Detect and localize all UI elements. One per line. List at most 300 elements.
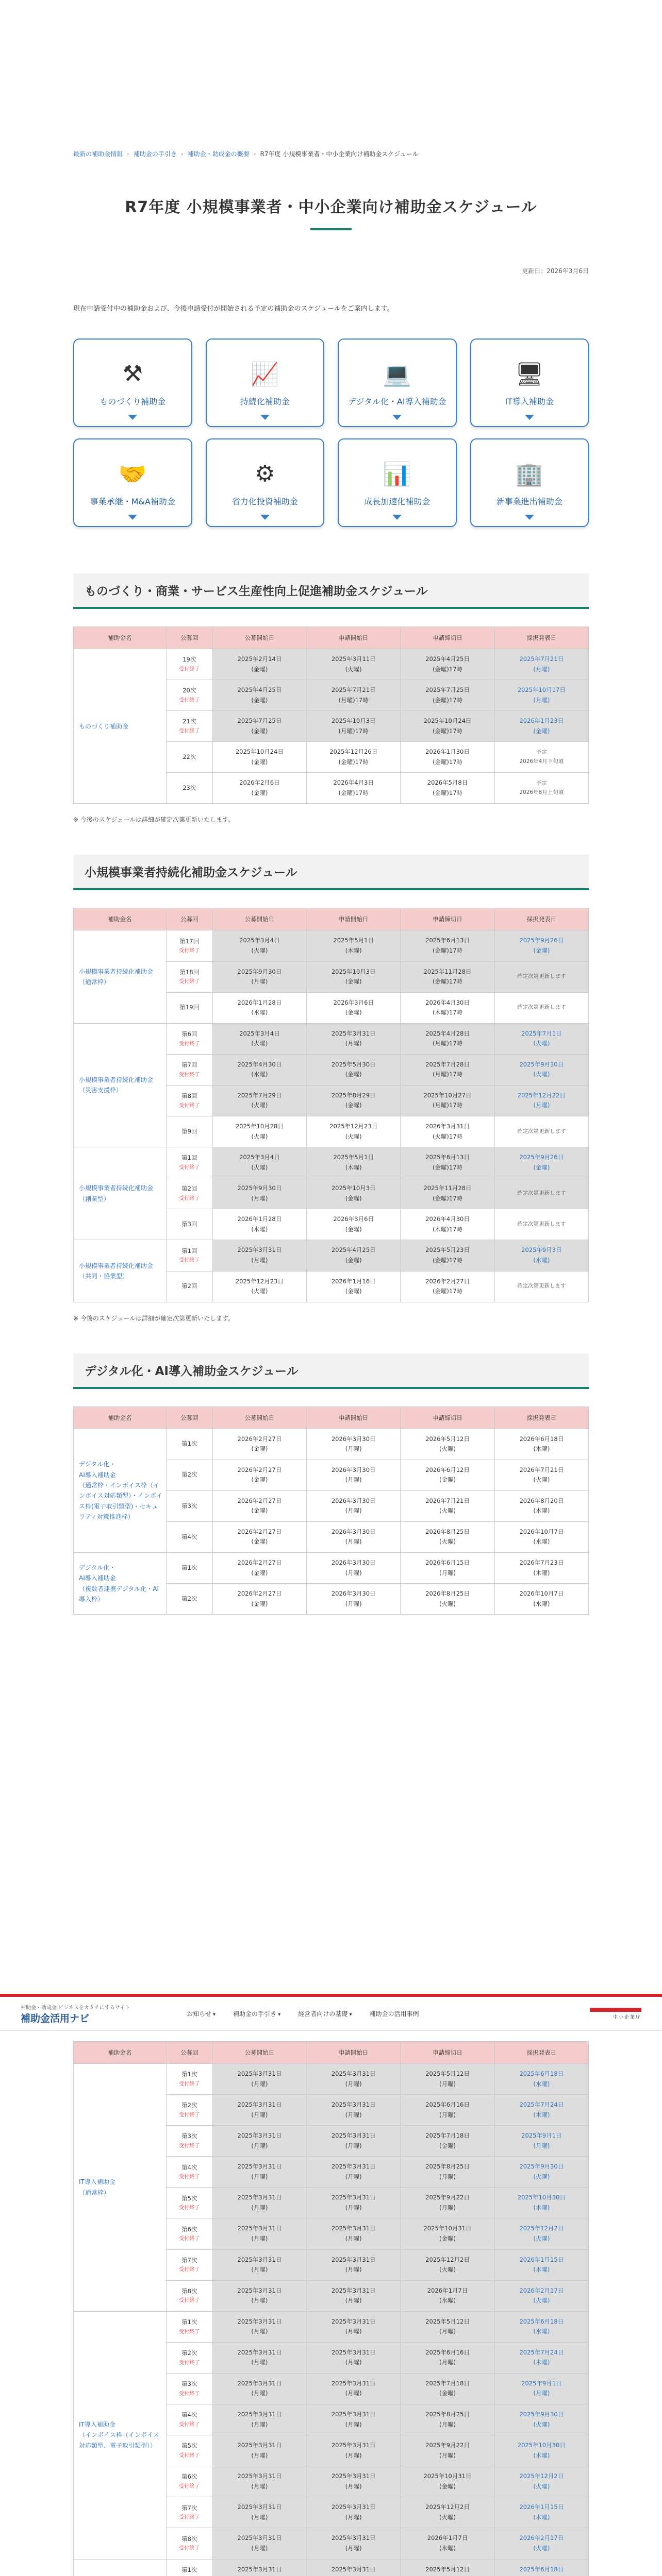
table-cell: 2025年3月31日 bbox=[307, 2559, 401, 2576]
table-cell: 2025年3月31日 (月曜) bbox=[212, 2064, 306, 2095]
round-label: 第1次 bbox=[181, 1564, 197, 1571]
table-cell: 2025年9月30日 (火曜) bbox=[494, 2157, 588, 2188]
table-cell: 2026年2月27日 (金曜) bbox=[212, 1460, 306, 1490]
closed-badge: 受付終了 bbox=[179, 1258, 200, 1264]
table-cell: 2025年4月30日 (水曜) bbox=[212, 1054, 306, 1085]
subsidy-card-label: IT導入補助金 bbox=[505, 396, 554, 406]
table-cell: 2026年10月7日 (水曜) bbox=[494, 1584, 588, 1615]
table-cell: 2025年9月30日 (月曜) bbox=[212, 961, 306, 992]
round-label: 21次 bbox=[183, 718, 196, 725]
schedule-note: ※ 今後のスケジュールは詳細が確定次第更新いたします。 bbox=[73, 816, 235, 824]
round-label: 第7次 bbox=[181, 2504, 197, 2512]
menu-guide[interactable]: 補助金の手引き ▾ bbox=[233, 2009, 280, 2018]
chevron-down-icon bbox=[260, 415, 270, 420]
round-cell bbox=[166, 2249, 212, 2280]
round-cell bbox=[166, 2528, 212, 2559]
round-label: 第1次 bbox=[181, 2071, 197, 2078]
round-cell bbox=[166, 1552, 212, 1583]
table-cell: 2025年3月31日 (月曜) bbox=[307, 2280, 401, 2311]
closed-badge: 受付終了 bbox=[179, 2143, 200, 2149]
table-cell: 予定 2026年8月上旬頃 bbox=[494, 773, 588, 804]
column-header: 公募回 bbox=[166, 1406, 212, 1429]
subsidy-card-label: 成長加速化補助金 bbox=[364, 496, 431, 506]
subsidy-name-cell[interactable] bbox=[74, 2559, 167, 2576]
table-cell: 2026年1月15日 (木曜) bbox=[494, 2249, 588, 2280]
subsidy-name-cell[interactable]: 小規模事業者持続化補助金 （通常枠） bbox=[74, 930, 167, 1023]
section-heading-digital-ai: デジタル化・AI導入補助金スケジュール bbox=[73, 1353, 589, 1389]
table-cell: 2026年1月30日 (金曜)17時 bbox=[401, 742, 494, 773]
subsidy-category-icon: 📊 bbox=[383, 461, 411, 487]
round-cell bbox=[166, 1178, 212, 1209]
chevron-down-icon bbox=[128, 415, 137, 420]
table-cell: 2025年12月2日 (火曜) bbox=[494, 2466, 588, 2497]
agency-logo[interactable] bbox=[590, 2008, 641, 2020]
subsidy-card[interactable] bbox=[338, 338, 457, 427]
round-cell bbox=[166, 1429, 212, 1460]
closed-badge: 受付終了 bbox=[179, 2360, 200, 2366]
table-cell: 2026年4月30日 (木曜)17時 bbox=[401, 992, 494, 1023]
table-cell: 2026年1月23日 (金曜) bbox=[494, 711, 588, 742]
subsidy-name-cell[interactable]: IT導入補助金 （インボイス枠（インボイス対応類型、電子取引類型）） bbox=[74, 2311, 167, 2559]
table-cell: 2025年3月4日 (火曜) bbox=[212, 1147, 306, 1178]
table-cell: 2026年7月23日 (木曜) bbox=[494, 1552, 588, 1583]
column-header: 公募開始日 bbox=[212, 627, 306, 649]
round-cell bbox=[166, 1271, 212, 1302]
table-cell: 2025年3月11日 (火曜) bbox=[307, 649, 401, 680]
agency-logo-mark bbox=[590, 2008, 641, 2012]
round-label: 第2回 bbox=[181, 1282, 197, 1290]
closed-badge: 受付終了 bbox=[179, 2515, 200, 2521]
subsidy-card[interactable] bbox=[73, 338, 192, 427]
round-cell bbox=[166, 649, 212, 680]
round-label: 第17回 bbox=[179, 937, 200, 945]
column-header: 申請開始日 bbox=[307, 908, 401, 930]
table-cell: 2026年2月27日 (金曜) bbox=[212, 1584, 306, 1615]
closed-badge: 受付終了 bbox=[179, 2081, 200, 2087]
subsidy-card[interactable] bbox=[338, 438, 457, 527]
table-cell: 2026年8月20日 (木曜) bbox=[494, 1490, 588, 1521]
round-cell bbox=[166, 1240, 212, 1271]
round-cell bbox=[166, 773, 212, 804]
subsidy-name-cell[interactable]: デジタル化・ AI導入補助金 （複数者連携デジタル化・AI導入枠） bbox=[74, 1552, 167, 1614]
round-label: 第6次 bbox=[181, 2473, 197, 2481]
table-cell: 2025年11月28日 (金曜)17時 bbox=[401, 961, 494, 992]
table-cell: 2025年3月31日 (月曜) bbox=[307, 2342, 401, 2373]
table-cell: 確定次第更新します bbox=[494, 992, 588, 1023]
chevron-down-icon bbox=[525, 515, 534, 520]
menu-basics[interactable]: 経営者向けの基礎 ▾ bbox=[298, 2009, 352, 2018]
table-cell: 2025年10月24日 (金曜) bbox=[212, 742, 306, 773]
column-header: 補助金名 bbox=[74, 1406, 167, 1429]
schedule-table-monodukuri bbox=[73, 626, 589, 804]
table-cell: 2025年12月2日 (火曜) bbox=[401, 2249, 494, 2280]
round-label: 第5次 bbox=[181, 2442, 197, 2450]
site-brand[interactable] bbox=[21, 2003, 130, 2025]
table-row bbox=[74, 1147, 589, 1178]
table-cell: 2026年1月28日 (水曜) bbox=[212, 1209, 306, 1240]
table-cell: 2025年3月31日 (月曜) bbox=[212, 2157, 306, 2188]
round-cell bbox=[166, 680, 212, 711]
round-label: 第3回 bbox=[181, 1221, 197, 1228]
table-cell: 2025年3月4日 (火曜) bbox=[212, 1023, 306, 1054]
table-cell: 2025年9月22日 (月曜) bbox=[401, 2188, 494, 2218]
round-cell bbox=[166, 2559, 212, 2576]
round-label: 第1次 bbox=[181, 2318, 197, 2326]
round-label: 第3次 bbox=[181, 2132, 197, 2140]
table-cell: 2026年3月30日 (月曜) bbox=[307, 1552, 401, 1583]
round-label: 第5次 bbox=[181, 2194, 197, 2202]
table-cell: 2026年6月15日 (月曜) bbox=[401, 1552, 494, 1583]
closed-badge: 受付終了 bbox=[179, 2546, 200, 2552]
closed-badge: 受付終了 bbox=[179, 666, 200, 672]
table-cell: 2025年4月25日 (金曜) bbox=[307, 1240, 401, 1271]
round-cell bbox=[166, 1147, 212, 1178]
subsidy-name-cell[interactable]: 小規模事業者持続化補助金 （災害支援枠） bbox=[74, 1023, 167, 1147]
round-label: 第18回 bbox=[179, 968, 200, 976]
closed-badge: 受付終了 bbox=[179, 728, 200, 734]
table-cell: 確定次第更新します bbox=[494, 1271, 588, 1302]
subsidy-name-cell[interactable]: 小規模事業者持続化補助金 （創業型） bbox=[74, 1147, 167, 1240]
breadcrumb-overview[interactable]: 補助金・助成金の概要 bbox=[187, 150, 250, 158]
table-row bbox=[74, 930, 589, 961]
table-cell: 2025年11月28日 (金曜)17時 bbox=[401, 1178, 494, 1209]
chevron-down-icon bbox=[525, 415, 534, 420]
table-cell: 2025年12月26日 (金曜)17時 bbox=[307, 742, 401, 773]
round-label: 第4次 bbox=[181, 2411, 197, 2419]
table-cell: 2026年3月31日 (火曜)17時 bbox=[401, 1116, 494, 1147]
column-header: 公募開始日 bbox=[212, 1406, 306, 1429]
table-cell: 2025年7月18日 (金曜) bbox=[401, 2126, 494, 2157]
table-cell: 確定次第更新します bbox=[494, 961, 588, 992]
table-cell: 2025年3月31日 (月曜) bbox=[307, 2126, 401, 2157]
round-label: 23次 bbox=[183, 784, 196, 792]
closed-badge: 受付終了 bbox=[179, 697, 200, 703]
table-cell: 2025年4月25日 (金曜) bbox=[212, 680, 306, 711]
table-cell: 2026年3月30日 (月曜) bbox=[307, 1429, 401, 1460]
table-cell: 2025年3月31日 (月曜) bbox=[212, 2528, 306, 2559]
table-cell: 2025年9月30日 (月曜) bbox=[212, 1178, 306, 1209]
round-cell bbox=[166, 742, 212, 773]
round-cell bbox=[166, 2311, 212, 2342]
subsidy-category-icon: 🤝 bbox=[118, 461, 147, 487]
table-cell: 2025年6月13日 (金曜)17時 bbox=[401, 1147, 494, 1178]
closed-badge: 受付終了 bbox=[179, 1072, 200, 1078]
table-cell: 2025年4月25日 (金曜)17時 bbox=[401, 649, 494, 680]
closed-badge: 受付終了 bbox=[179, 2174, 200, 2180]
subsidy-card[interactable] bbox=[206, 438, 325, 527]
table-cell: 2025年12月23日 (火曜) bbox=[307, 1116, 401, 1147]
subsidy-name-cell[interactable]: 小規模事業者持続化補助金 （共同・協業型） bbox=[74, 1240, 167, 1302]
table-cell: 2025年12月22日 (月曜) bbox=[494, 1085, 588, 1116]
closed-badge: 受付終了 bbox=[179, 948, 200, 954]
table-cell: 2026年5月8日 (金曜)17時 bbox=[401, 773, 494, 804]
table-cell: 2025年3月31日 (月曜) bbox=[307, 2373, 401, 2404]
table-cell: 2025年6月13日 (金曜)17時 bbox=[401, 930, 494, 961]
table-row bbox=[74, 1552, 589, 1583]
round-cell bbox=[166, 2188, 212, 2218]
round-label: 第6回 bbox=[181, 1030, 197, 1038]
table-cell: 2026年2月27日 (金曜) bbox=[212, 1429, 306, 1460]
table-row bbox=[74, 1240, 589, 1271]
table-cell: 2026年2月17日 (火曜) bbox=[494, 2280, 588, 2311]
column-header: 申請締切日 bbox=[401, 627, 494, 649]
closed-badge: 受付終了 bbox=[179, 2267, 200, 2273]
round-label: 第9回 bbox=[181, 1127, 197, 1135]
round-label: 第7次 bbox=[181, 2256, 197, 2264]
table-cell: 確定次第更新します bbox=[494, 1209, 588, 1240]
subsidy-name-cell[interactable]: ものづくり補助金 bbox=[74, 649, 167, 804]
table-cell: 2025年12月23日 (火曜) bbox=[212, 1271, 306, 1302]
table-cell: 2026年10月7日 (水曜) bbox=[494, 1521, 588, 1552]
table-cell: 2026年2月27日 (金曜) bbox=[212, 1490, 306, 1521]
table-cell: 2025年6月18日 (水曜) bbox=[494, 2064, 588, 2095]
table-cell: 2025年3月31日 (月曜) bbox=[307, 2497, 401, 2528]
table-cell: 2026年6月18日 (木曜) bbox=[494, 1429, 588, 1460]
closed-badge: 受付終了 bbox=[179, 2236, 200, 2242]
column-header: 公募開始日 bbox=[212, 908, 306, 930]
table-cell: 2026年1月16日 (金曜) bbox=[307, 1271, 401, 1302]
table-cell: 2026年3月6日 (金曜) bbox=[307, 992, 401, 1023]
table-cell: 2025年9月22日 (月曜) bbox=[401, 2435, 494, 2466]
subsidy-name-cell[interactable]: デジタル化・ AI導入補助金 （通常枠・インボイス枠（インボイス対応類型）・インボイス枠(電子取引類型)・セキュリティ対策推進枠） bbox=[74, 1429, 167, 1552]
closed-badge: 受付終了 bbox=[179, 1196, 200, 1202]
table-cell: 2025年7月28日 (月曜)17時 bbox=[401, 1054, 494, 1085]
round-cell bbox=[166, 1054, 212, 1085]
round-cell bbox=[166, 2095, 212, 2126]
round-label: 第2次 bbox=[181, 2349, 197, 2357]
table-cell: 2025年12月2日 (火曜) bbox=[401, 2497, 494, 2528]
subsidy-card-label: 持続化補助金 bbox=[240, 396, 290, 406]
schedule-table-it bbox=[73, 2041, 589, 2576]
table-cell: 2025年3月31日 (月曜) bbox=[212, 2497, 306, 2528]
table-cell: 2025年7月24日 (木曜) bbox=[494, 2095, 588, 2126]
table-cell: 2025年4月28日 (月曜)17時 bbox=[401, 1023, 494, 1054]
page-title: R7年度 小規模事業者・中小企業向け補助金スケジュール bbox=[125, 198, 537, 216]
table-cell: 2025年12月2日 (火曜) bbox=[494, 2218, 588, 2249]
round-cell bbox=[166, 1584, 212, 1615]
round-cell bbox=[166, 1521, 212, 1552]
round-cell bbox=[166, 711, 212, 742]
round-label: 第8次 bbox=[181, 2535, 197, 2543]
subsidy-name-cell[interactable]: IT導入補助金 （通常枠） bbox=[74, 2064, 167, 2312]
chevron-down-icon bbox=[128, 515, 137, 520]
round-label: 第7回 bbox=[181, 1061, 197, 1069]
main-menu bbox=[187, 2009, 419, 2018]
table-cell: 2026年6月12日 (金曜) bbox=[401, 1460, 494, 1490]
round-label: 20次 bbox=[183, 687, 196, 694]
subsidy-card[interactable] bbox=[73, 438, 192, 527]
chevron-down-icon bbox=[392, 415, 402, 420]
table-cell: 2025年9月3日 (水曜) bbox=[494, 1240, 588, 1271]
table-cell: 2026年2月17日 (火曜) bbox=[494, 2528, 588, 2559]
column-header: 補助金名 bbox=[74, 2042, 167, 2064]
column-header: 採択発表日 bbox=[494, 1406, 588, 1429]
round-label: 22次 bbox=[183, 753, 196, 761]
round-cell bbox=[166, 2404, 212, 2435]
round-label: 第1次 bbox=[181, 1440, 197, 1448]
breadcrumb-guide[interactable]: 補助金の手引き bbox=[133, 150, 177, 158]
subsidy-card-label: ものづくり補助金 bbox=[100, 396, 166, 406]
table-cell: 2025年5月23日 (金曜)17時 bbox=[401, 1240, 494, 1271]
schedule-table-jizokuka bbox=[73, 908, 589, 1302]
table-cell: 2026年3月30日 (月曜) bbox=[307, 1521, 401, 1552]
column-header: 補助金名 bbox=[74, 908, 167, 930]
table-cell: 2025年3月31日 (月曜) bbox=[212, 2126, 306, 2157]
agency-logo-text: 中小企業庁 bbox=[613, 2014, 641, 2020]
closed-badge: 受付終了 bbox=[179, 2484, 200, 2490]
table-cell: 2025年3月31日 (月曜) bbox=[307, 2435, 401, 2466]
subsidy-card-label: 新事業進出補助金 bbox=[496, 496, 562, 506]
table-cell: 2025年5月12日 (月曜) bbox=[401, 2311, 494, 2342]
table-cell: 2025年5月12日 (月曜) bbox=[401, 2064, 494, 2095]
table-cell: 2026年7月21日 (火曜) bbox=[494, 1460, 588, 1490]
table-cell: 2026年2月27日 (金曜)17時 bbox=[401, 1271, 494, 1302]
column-header: 補助金名 bbox=[74, 627, 167, 649]
it-subsidy-table-wrap bbox=[73, 2041, 589, 2576]
table-cell: 2025年3月31日 (月曜) bbox=[212, 2280, 306, 2311]
table-cell: 2025年3月31日 bbox=[212, 2559, 306, 2576]
table-cell: 2025年3月31日 (月曜) bbox=[307, 2218, 401, 2249]
closed-badge: 受付終了 bbox=[179, 2205, 200, 2211]
round-cell bbox=[166, 2466, 212, 2497]
table-cell: 2026年2月6日 (金曜) bbox=[212, 773, 306, 804]
subsidy-category-icon: ⚙ bbox=[255, 461, 275, 487]
subsidy-card[interactable] bbox=[470, 438, 589, 527]
round-label: 第3次 bbox=[181, 2380, 197, 2388]
table-cell: 2025年10月30日 (木曜) bbox=[494, 2188, 588, 2218]
round-cell bbox=[166, 1490, 212, 1521]
menu-news[interactable]: お知らせ ▾ bbox=[187, 2009, 216, 2018]
table-cell: 2025年7月29日 (火曜) bbox=[212, 1085, 306, 1116]
round-label: 第8次 bbox=[181, 2287, 197, 2295]
table-cell: 2026年1月15日 (木曜) bbox=[494, 2497, 588, 2528]
round-label: 第2次 bbox=[181, 1471, 197, 1479]
round-cell bbox=[166, 2435, 212, 2466]
closed-badge: 受付終了 bbox=[179, 979, 200, 985]
column-header: 採択発表日 bbox=[494, 627, 588, 649]
table-cell: 2025年9月26日 (金曜) bbox=[494, 1147, 588, 1178]
table-cell: 2026年2月27日 (金曜) bbox=[212, 1521, 306, 1552]
table-cell: 2025年3月31日 (月曜) bbox=[212, 2373, 306, 2404]
table-row bbox=[74, 2311, 589, 2342]
table-cell: 2025年3月31日 (月曜) bbox=[212, 2404, 306, 2435]
closed-badge: 受付終了 bbox=[179, 2329, 200, 2335]
table-row bbox=[74, 1023, 589, 1054]
breadcrumb: 最新の補助金情報 › 補助金の手引き › 補助金・助成金の概要 › R7年度 小規模事業者・中小企業向け補助金スケジュール bbox=[73, 150, 419, 158]
table-cell: 2025年7月1日 (火曜) bbox=[494, 1023, 588, 1054]
table-cell: 2026年1月7日 (水曜) bbox=[401, 2528, 494, 2559]
round-cell bbox=[166, 992, 212, 1023]
table-row bbox=[74, 2064, 589, 2095]
closed-badge: 受付終了 bbox=[179, 2421, 200, 2428]
table-cell: 2025年10月3日 (金曜) bbox=[307, 961, 401, 992]
column-header: 申請締切日 bbox=[401, 2042, 494, 2064]
table-cell: 2025年3月31日 (月曜) bbox=[307, 2311, 401, 2342]
round-cell bbox=[166, 2157, 212, 2188]
table-cell: 2025年9月1日 (月曜) bbox=[494, 2126, 588, 2157]
sticky-header bbox=[0, 1994, 662, 2031]
subsidy-card[interactable] bbox=[470, 338, 589, 427]
column-header: 公募回 bbox=[166, 627, 212, 649]
table-cell: 2025年10月3日 (月曜)17時 bbox=[307, 711, 401, 742]
section-heading-jizokuka: 小規模事業者持続化補助金スケジュール bbox=[73, 855, 589, 890]
table-cell: 2025年3月31日 (月曜) bbox=[307, 2249, 401, 2280]
subsidy-category-icon: 🖥 bbox=[515, 361, 544, 387]
table-cell: 2026年7月21日 (火曜) bbox=[401, 1490, 494, 1521]
column-header: 公募回 bbox=[166, 2042, 212, 2064]
table-row bbox=[74, 1429, 589, 1460]
round-cell bbox=[166, 2126, 212, 2157]
breadcrumb-home[interactable]: 最新の補助金情報 bbox=[73, 150, 123, 158]
table-cell: 予定 2026年4月下旬頃 bbox=[494, 742, 588, 773]
table-cell: 2025年3月31日 (月曜) bbox=[307, 2528, 401, 2559]
column-header: 申請締切日 bbox=[401, 908, 494, 930]
closed-badge: 受付終了 bbox=[179, 1164, 200, 1171]
table-cell: 2025年7月21日 (月曜) bbox=[494, 649, 588, 680]
table-cell: 2025年8月29日 (金曜) bbox=[307, 1085, 401, 1116]
round-label: 第4次 bbox=[181, 2163, 197, 2171]
round-cell bbox=[166, 2373, 212, 2404]
column-header: 申請開始日 bbox=[307, 1406, 401, 1429]
chevron-down-icon bbox=[260, 515, 270, 520]
menu-cases[interactable]: 補助金の活用事例 bbox=[369, 2010, 419, 2018]
round-cell bbox=[166, 1460, 212, 1490]
table-cell: 2025年10月27日 (月曜)17時 bbox=[401, 1085, 494, 1116]
table-cell: 2025年5月1日 (木曜) bbox=[307, 1147, 401, 1178]
round-label: 第19回 bbox=[179, 1004, 200, 1011]
subsidy-category-icon: 💻 bbox=[383, 361, 411, 387]
schedule-note: ※ 今後のスケジュールは詳細が確定次第更新いたします。 bbox=[73, 1314, 235, 1322]
table-cell: 2026年8月25日 (火曜) bbox=[401, 1584, 494, 1615]
table-cell: 2026年5月12日 (火曜) bbox=[401, 1429, 494, 1460]
table-cell: 2025年5月12日 bbox=[401, 2559, 494, 2576]
table-cell: 2025年6月16日 (月曜) bbox=[401, 2095, 494, 2126]
table-cell: 確定次第更新します bbox=[494, 1178, 588, 1209]
round-label: 第2次 bbox=[181, 2102, 197, 2109]
table-cell: 2025年3月31日 (月曜) bbox=[212, 2466, 306, 2497]
subsidy-card[interactable] bbox=[206, 338, 325, 427]
column-header: 申請開始日 bbox=[307, 627, 401, 649]
table-cell: 2025年3月31日 (月曜) bbox=[212, 2435, 306, 2466]
table-row bbox=[74, 649, 589, 680]
table-cell: 2025年6月18日 (水曜) bbox=[494, 2311, 588, 2342]
table-cell: 2025年6月18日 bbox=[494, 2559, 588, 2576]
table-cell: 2025年3月31日 (月曜) bbox=[212, 2188, 306, 2218]
table-cell: 2025年9月30日 (火曜) bbox=[494, 1054, 588, 1085]
table-cell: 2025年7月25日 (金曜) bbox=[212, 711, 306, 742]
closed-badge: 受付終了 bbox=[179, 2298, 200, 2304]
table-cell: 2025年3月31日 (月曜) bbox=[307, 2095, 401, 2126]
round-cell bbox=[166, 2342, 212, 2373]
breadcrumb-current: R7年度 小規模事業者・中小企業向け補助金スケジュール bbox=[260, 150, 419, 158]
round-cell bbox=[166, 2064, 212, 2095]
table-cell: 2025年7月24日 (木曜) bbox=[494, 2342, 588, 2373]
subsidy-category-icon: 📈 bbox=[251, 361, 279, 387]
column-header: 採択発表日 bbox=[494, 908, 588, 930]
subsidy-card-grid bbox=[73, 338, 589, 527]
column-header: 採択発表日 bbox=[494, 2042, 588, 2064]
table-cell: 2025年3月31日 (月曜) bbox=[212, 2095, 306, 2126]
subsidy-card-label: 事業承継・M&A補助金 bbox=[90, 496, 175, 506]
round-label: 第3次 bbox=[181, 1502, 197, 1510]
site-tagline: 補助金・助成金 ビジネスをカタチにするサイト bbox=[21, 2005, 130, 2011]
round-cell bbox=[166, 1209, 212, 1240]
round-label: 第4次 bbox=[181, 1533, 197, 1540]
table-cell: 2025年9月30日 (火曜) bbox=[494, 2404, 588, 2435]
round-cell bbox=[166, 2497, 212, 2528]
table-cell: 2025年10月28日 (火曜) bbox=[212, 1116, 306, 1147]
round-label: 第6次 bbox=[181, 2225, 197, 2233]
